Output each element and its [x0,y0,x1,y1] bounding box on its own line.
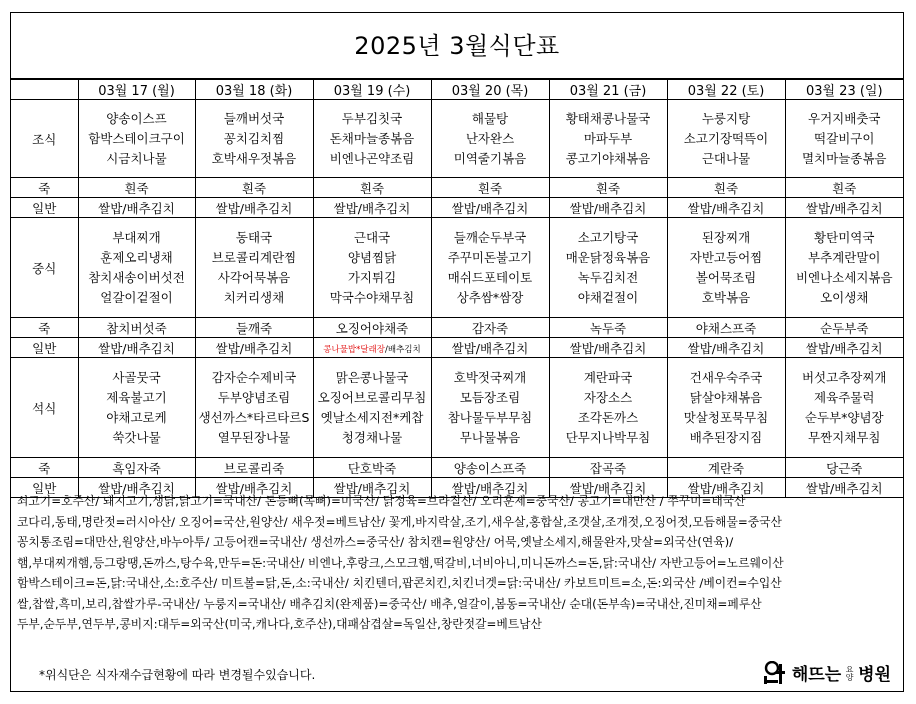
menu-item: 조각돈까스 [577,409,639,425]
hospital-logo-icon [762,661,788,685]
menu-item: 단무지나박무침 [565,429,651,445]
menu-cell: 쌀밥/배추김치 [549,338,667,358]
menu-cell: 흰죽 [78,178,195,198]
menu-cell: 쌀밥/배추김치 [195,478,313,498]
menu-cell: 순두부죽 [785,318,903,338]
menu-item: 멸치마늘종볶음 [801,150,887,166]
origin-notes [11,489,903,635]
meal-row [11,358,903,458]
menu-item: 제육불고기 [106,389,167,405]
menu-item: 호박볶음 [701,289,751,305]
menu-cell: 들깨죽 [195,318,313,338]
menu-cell: 쌀밥/배추김치 [78,198,195,218]
menu-item: 매쉬드포테이토 [447,269,533,285]
menu-cell: 쌀밥/배추김치 [78,478,195,498]
special-menu-black: /배추김치 [385,345,421,355]
day-header: 03월 23 (일) [785,80,903,100]
menu-cell: 쌀밥/배추김치 [313,478,431,498]
menu-cell [549,358,667,458]
menu-item: 배추된장지짐 [689,429,763,445]
row-label: 죽 [11,318,78,338]
menu-cell: 쌀밥/배추김치 [667,478,785,498]
menu-cell [78,358,195,458]
menu-cell [195,218,313,318]
menu-cell: 단호박죽 [313,458,431,478]
menu-item: 제육주물럭 [814,389,875,405]
sub-row [11,318,903,338]
menu-cell: 흰죽 [549,178,667,198]
menu-item: 난자완스 [465,130,515,146]
menu-item: 자장소스 [583,389,633,405]
day-header: 03월 17 (월) [78,80,195,100]
menu-item: 브로콜리계란찜 [211,249,297,265]
menu-item: 막국수야채무침 [329,289,415,305]
menu-cell: 잡곡죽 [549,458,667,478]
row-label: 일반 [11,478,78,498]
menu-item: 맑은콩나물국 [335,369,409,385]
menu-item: 들깨버섯국 [223,110,285,126]
menu-cell: 쌀밥/배추김치 [195,198,313,218]
menu-item: 두부양념조림 [217,389,291,405]
menu-item: 얼갈이겉절이 [100,289,173,305]
menu-item: 버섯고추장찌개 [801,369,887,385]
origin-line: 두부,순두부,연두부,콩비지:대두=외국산(미국,캐나다,호주산),대패삼겹살=독일산,창란젓갈=베트남산 [17,617,542,631]
hospital-logo [762,660,891,685]
menu-item: 주꾸미돈불고기 [447,249,533,265]
menu-item: 우거지배춧국 [808,110,881,126]
menu-item: 해물탕 [471,110,509,126]
menu-cell [313,218,431,318]
menu-item: 오이생채 [820,289,869,305]
menu-item: 미역줄기볶음 [453,150,527,166]
menu-cell [667,100,785,178]
menu-cell [549,218,667,318]
origin-line: 쌀,찹쌀,흑미,보리,찹쌀가루-국내산/ 누룽지=국내산/ 배추김치(완제품)=중국산/ 배추,얼갈이,봄동=국내산/ 순대(돈부속)=국내산,진미채=페루산 [17,596,762,611]
menu-item: 자반고등어찜 [689,249,763,265]
menu-cell [785,218,903,318]
menu-cell [785,358,903,458]
menu-cell [549,100,667,178]
menu-item: 맛살청포묵무침 [683,409,769,425]
menu-item: 훈제오리냉채 [100,249,173,265]
menu-item: 쑥갓나물 [112,429,161,445]
menu-item: 녹두김치전 [577,269,639,285]
menu-cell: 녹두죽 [549,318,667,338]
menu-item: 사골뭇국 [112,369,161,385]
page-title: 2025년 3월식단표 [11,13,903,79]
menu-cell: 오징어야채죽 [313,318,431,338]
menu-cell: 흰죽 [667,178,785,198]
menu-cell: 쌀밥/배추김치 [667,338,785,358]
menu-cell: 흰죽 [195,178,313,198]
sub-row [11,458,903,478]
menu-cell: 쌀밥/배추김치 [667,198,785,218]
special-menu [323,345,420,355]
day-header: 03월 21 (금) [549,80,667,100]
menu-item: 동태국 [235,229,273,245]
menu-item: 상추쌈*쌈장 [456,289,524,305]
menu-item: 야채겉절이 [577,289,639,305]
menu-cell [313,100,431,178]
day-header: 03월 18 (화) [195,80,313,100]
menu-item: 소고기탕국 [577,229,639,245]
menu-cell: 쌀밥/배추김치 [785,338,903,358]
menu-item: 닭살야채볶음 [689,389,763,405]
menu-item: 청경채나물 [341,429,403,445]
menu-cell [78,100,195,178]
menu-cell: 참치버섯죽 [78,318,195,338]
footnote: *위식단은 식자재수급현황에 따라 변경될수있습니다. [39,668,316,682]
meal-row [11,218,903,318]
menu-cell [785,100,903,178]
meal-row [11,100,903,178]
sub-row [11,338,903,358]
menu-item: 호박젓국찌개 [453,369,527,385]
menu-item: 콩고기야채볶음 [565,150,651,166]
origin-line: 햄,부대찌개햄,등그랑땡,돈까스,탕수육,만두=돈:국내산/ 비엔나,후랑크,스모크햄,떡갈비,너비아니,미니돈까스=돈,닭:국내산/ 자반고등어=노르웨이산 [17,555,784,570]
row-label: 죽 [11,458,78,478]
menu-item: 호박새우젓볶음 [211,150,297,166]
menu-item: 누룽지탕 [701,110,751,126]
menu-cell [431,358,549,458]
menu-item: 옛날소세지전*케찹 [320,409,424,425]
menu-item: 양념찜닭 [347,249,397,265]
menu-item: 생선까스*타르타르S [198,409,310,425]
row-label: 일반 [11,338,78,358]
menu-cell: 쌀밥/배추김치 [549,198,667,218]
menu-cell: 브로콜리죽 [195,458,313,478]
logo-text-2: 병원 [858,665,891,685]
origin-line: 코다리,동태,명란젓=러시아산/ 오징어=국산,원양산/ 새우젓=베트남산/ 꽃게,바지락살,조기,새우살,홍합살,조갯살,조개젓,오징어젓,모듬해물=중국산 [17,514,782,529]
menu-item: 건새우숙주국 [689,369,763,385]
menu-cell [431,218,549,318]
logo-small-text: 요양 [845,664,855,681]
menu-item: 소고기장떡뜩이 [683,130,769,146]
day-header-row [11,80,903,100]
menu-item: 오징어브로콜리무침 [317,389,427,405]
menu-item: 부대찌개 [112,229,161,245]
menu-item: 함박스테이크구이 [88,130,185,146]
menu-cell: 쌀밥/배추김치 [431,338,549,358]
menu-cell-special [313,338,431,358]
menu-item: 매운닭정육볶음 [565,249,651,265]
menu-item: 참치새송이버섯전 [88,269,185,285]
row-label: 일반 [11,198,78,218]
corner-cell [11,80,78,100]
row-label: 죽 [11,178,78,198]
menu-cell: 당근죽 [785,458,903,478]
menu-item: 양송이스프 [106,110,167,126]
menu-item: 황태채콩나물국 [565,110,651,126]
meal-table [11,79,903,498]
menu-cell: 쌀밥/배추김치 [785,198,903,218]
menu-item: 가지튀김 [347,269,397,285]
menu-item: 근대국 [353,229,391,245]
menu-cell: 흰죽 [431,178,549,198]
menu-item: 참나물두부무침 [447,409,533,425]
menu-cell: 쌀밥/배추김치 [313,198,431,218]
row-label: 중식 [11,218,78,318]
menu-cell: 쌀밥/배추김치 [78,338,195,358]
menu-cell: 쌀밥/배추김치 [785,478,903,498]
menu-item: 들깨순두부국 [453,229,527,245]
menu-cell [431,100,549,178]
menu-cell: 감자죽 [431,318,549,338]
menu-cell: 쌀밥/배추김치 [549,478,667,498]
menu-cell [667,358,785,458]
row-label: 석식 [11,358,78,458]
day-header: 03월 20 (목) [431,80,549,100]
menu-item: 마파두부 [583,130,633,146]
day-header: 03월 22 (토) [667,80,785,100]
menu-item: 부추계란말이 [808,249,881,265]
menu-item: 야채고로케 [106,409,167,425]
menu-item: 된장찌개 [701,229,751,245]
menu-cell: 쌀밥/배추김치 [431,478,549,498]
origin-line: 함박스테이크=돈,닭:국내산,소:호주산/ 미트볼=닭,돈,소:국내산/ 치킨텐더,팝콘치킨,치킨너겟=닭:국내산/ 카보트미트=소,돈:외국산 /베이컨=수입산 [17,576,782,590]
menu-item: 무짠지채무침 [808,429,881,445]
menu-cell [313,358,431,458]
menu-cell: 계란죽 [667,458,785,478]
origin-line: 쇠고기=호주산/ 돼지고기,생닭,닭고기=국내산/ 돈등뼈(목뼈)=미국산/ 닭정육=브라질산/ 오리훈제=중국산/ 콩고기=대만산 / 쭈꾸미=태국산 [17,494,746,508]
menu-item: 떡갈비구이 [814,130,875,146]
menu-item: 돈채마늘종볶음 [329,130,415,146]
menu-item: 꽁치김치찜 [223,130,285,146]
menu-item: 비엔나소세지볶음 [795,269,893,285]
day-header: 03월 19 (수) [313,80,431,100]
menu-item: 근대나물 [701,150,751,166]
menu-cell [195,358,313,458]
menu-cell [667,218,785,318]
sub-row [11,178,903,198]
menu-cell [195,100,313,178]
menu-item: 볼어묵조림 [695,269,757,285]
menu-item: 시금치나물 [106,150,167,166]
menu-item: 황탄미역국 [814,229,875,245]
special-menu-red: 콩나물밥*달래장 [323,345,385,355]
menu-cell: 흑임자죽 [78,458,195,478]
menu-item: 치커리생채 [223,289,285,305]
menu-item: 사각어묵볶음 [217,269,291,285]
menu-item: 감자순수제비국 [211,369,297,385]
row-label: 조식 [11,100,78,178]
menu-sheet [10,12,904,692]
menu-item: 비엔나곤약조림 [329,150,415,166]
sub-row [11,198,903,218]
menu-item: 순두부*양념장 [804,409,884,425]
menu-cell: 야채스프죽 [667,318,785,338]
menu-item: 무나물볶음 [459,429,521,445]
menu-cell: 흰죽 [313,178,431,198]
menu-cell: 쌀밥/배추김치 [195,338,313,358]
menu-cell: 흰죽 [785,178,903,198]
logo-text: 해뜨는 [791,665,842,685]
menu-item: 열무된장나물 [217,429,291,445]
menu-item: 두부김칫국 [341,110,403,126]
menu-cell [78,218,195,318]
origin-line: 꽁치통조림=대만산,원양산,바누아투/ 고등어캔=국내산/ 생선까스=중국산/ 참치캔=원양산/ 어묵,옛날소세지,해물완자,맛살=외국산(연육)/ [17,535,734,549]
menu-cell: 양송이스프죽 [431,458,549,478]
menu-item: 계란파국 [583,369,633,385]
menu-item: 모듬장조림 [459,389,521,405]
menu-cell: 쌀밥/배추김치 [431,198,549,218]
